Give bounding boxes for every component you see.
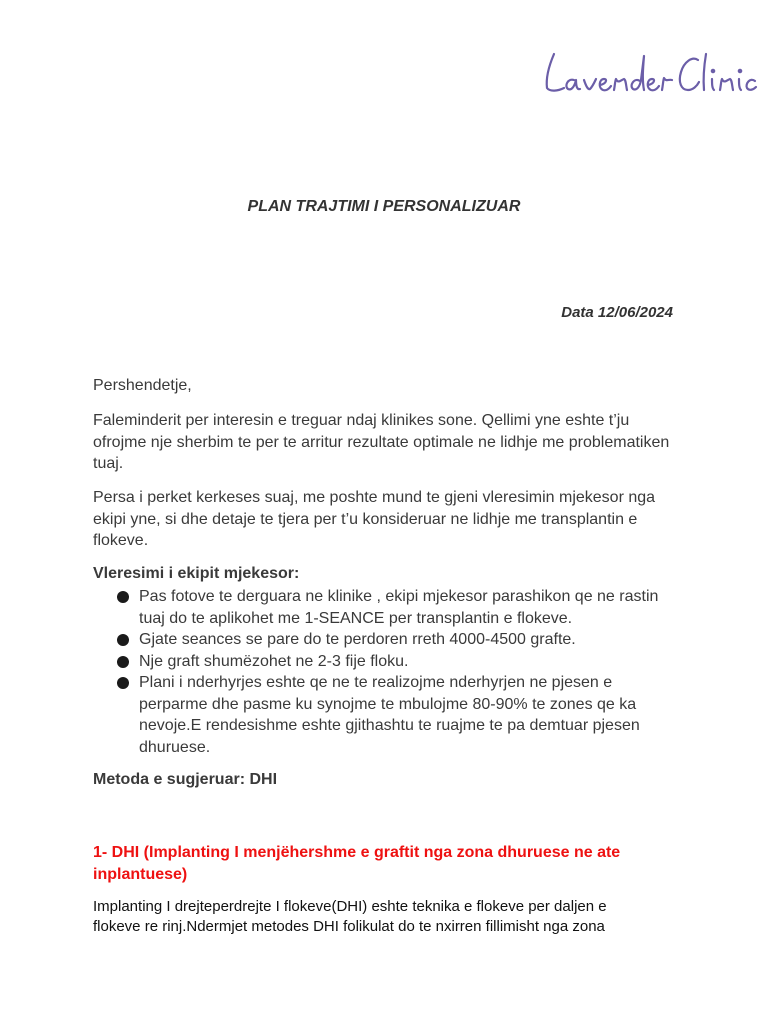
list-item (93, 586, 683, 629)
assessment-list (93, 586, 683, 758)
list-item (93, 629, 683, 651)
bullet-icon (117, 591, 129, 603)
assessment-heading: Vleresimi i ekipit mjekesor: (93, 565, 300, 582)
clinic-logo-signature (540, 44, 760, 104)
list-item (93, 651, 683, 673)
clinic-logo (540, 44, 760, 104)
bullet-icon (117, 656, 129, 668)
list-item-text: Pas fotove te derguara ne klinike , ekipi mjekesor parashikon qe ne rastin tuaj do te aplikohet me 1-SEANCE per transplantin e flokeve. (139, 588, 659, 627)
bullet-icon (117, 677, 129, 689)
list-item-text: Nje graft shumëzohet ne 2-3 fije floku. (139, 652, 409, 670)
dhi-section-text: Implanting I drejteperdrejte I flokeve(DHI) eshte teknika e flokeve per daljen e flokeve re rinj.Ndermjet metodes DHI folikulat do te nxirren fillimisht nga zona (93, 898, 607, 935)
bullet-icon (117, 634, 129, 646)
list-item-text: Gjate seances se pare do te perdoren rreth 4000-4500 grafte. (139, 631, 576, 648)
document-date: Data 12/06/2024 (561, 304, 673, 321)
list-item (93, 672, 683, 758)
document-title: PLAN TRAJTIMI I PERSONALIZUAR (247, 198, 521, 215)
greeting: Pershendetje, (93, 377, 192, 394)
suggested-method: Metoda e sugjeruar: DHI (93, 771, 278, 788)
list-item-text: Plani i nderhyrjes eshte qe ne te realizojme nderhyrjen ne pjesen e perparme dhe pasme ku synojme te mbulojme 80-90% te zones qe ka nevoje.E rendesishme eshte gjithashtu te ruajme te pa demtuar pjesen dhuruese. (139, 674, 640, 756)
request-paragraph: Persa i perket kerkeses suaj, me poshte mund te gjeni vleresimin mjekesor nga ekipi yne, si dhe detaje te tjera per t’u konsideruar ne lidhje me transplantin e flokeve. (93, 489, 656, 549)
dhi-section-heading: 1- DHI (Implanting I menjëhershme e graftit nga zona dhuruese ne ate inplantuese) (93, 844, 621, 883)
intro-paragraph: Faleminderit per interesin e treguar ndaj klinikes sone. Qellimi yne eshte t’ju ofrojme nje sherbim te per te arritur rezultate optimale ne lidhje me problematiken tuaj. (93, 412, 670, 472)
